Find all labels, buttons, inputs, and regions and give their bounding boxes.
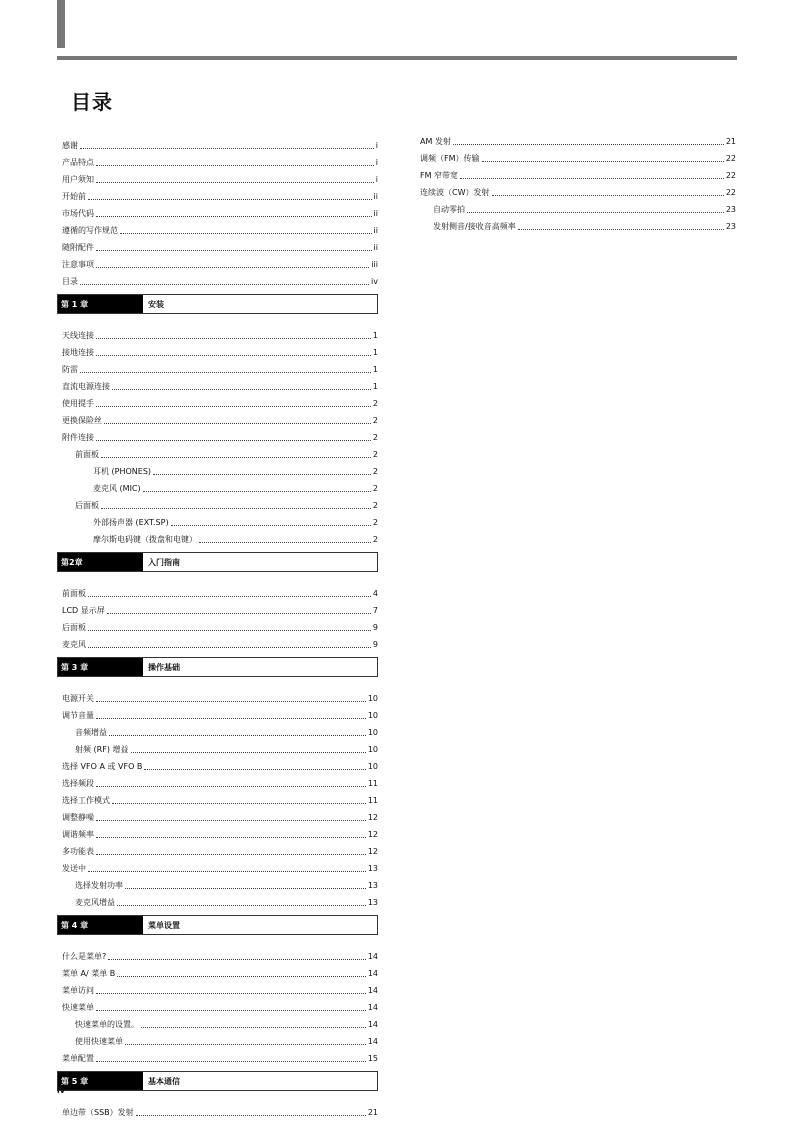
toc-entry-page: 10 <box>367 711 378 720</box>
toc-entry-page: ii <box>373 192 378 201</box>
dot-leader <box>112 803 366 804</box>
dot-leader <box>96 440 371 441</box>
toc-entry[interactable] <box>62 823 378 840</box>
toc-entry[interactable] <box>62 1047 378 1064</box>
dot-leader <box>153 474 371 475</box>
toc-entry-page: iv <box>371 277 378 286</box>
dot-leader <box>96 1010 366 1011</box>
toc-entry-label: 市场代码 <box>62 209 94 218</box>
toc-entry-label: 什么是菜单? <box>62 952 107 961</box>
dot-leader <box>96 338 371 339</box>
toc-entry-label: 发送中 <box>62 864 86 873</box>
toc-entry[interactable] <box>62 460 378 477</box>
toc-entry-page: 13 <box>367 898 378 907</box>
dot-leader <box>80 372 371 373</box>
dot-leader <box>88 871 366 872</box>
toc-entry-page: 10 <box>367 728 378 737</box>
toc-entry-page: 21 <box>725 137 736 146</box>
dot-leader <box>101 457 371 458</box>
toc-entry[interactable] <box>420 198 736 215</box>
toc-entry[interactable] <box>62 772 378 789</box>
toc-entry-label: 射频 (RF) 增益 <box>75 745 129 754</box>
dot-leader <box>96 854 366 855</box>
toc-entry-page: 2 <box>372 484 378 493</box>
toc-entry-page: 14 <box>367 969 378 978</box>
header-rule <box>57 56 737 60</box>
toc-entry-page: 10 <box>367 694 378 703</box>
toc-entry-label: FM 窄带宽 <box>420 171 459 180</box>
dot-leader <box>107 613 371 614</box>
dot-leader <box>136 1115 366 1116</box>
toc-entry-label: 快速菜单 <box>62 1003 94 1012</box>
chapter-number: 第 5 章 <box>58 1072 143 1090</box>
toc-entry-label: 遵循的写作规范 <box>62 226 118 235</box>
toc-entry[interactable] <box>62 528 378 545</box>
toc-entry-label: 调谐频率 <box>62 830 94 839</box>
dot-leader <box>144 769 365 770</box>
toc-entry-page: 22 <box>725 171 736 180</box>
dot-leader <box>96 837 366 838</box>
dot-leader <box>125 1044 366 1045</box>
dot-leader <box>131 752 366 753</box>
toc-entry[interactable] <box>62 962 378 979</box>
toc-entry[interactable] <box>420 147 736 164</box>
toc-entry-label: 开始前 <box>62 192 86 201</box>
toc-entry[interactable] <box>62 426 378 443</box>
toc-entry-label: 前面板 <box>75 450 99 459</box>
chapter-header <box>57 294 378 314</box>
toc-entry-page: 2 <box>372 535 378 544</box>
toc-entry-page: 14 <box>367 952 378 961</box>
dot-leader <box>112 389 371 390</box>
toc-entry-label: 防雷 <box>62 365 78 374</box>
toc-entry-page: 2 <box>372 416 378 425</box>
toc-left-column <box>62 134 378 1118</box>
dot-leader <box>96 718 366 719</box>
toc-entry[interactable] <box>62 806 378 823</box>
toc-entry-label: 音频增益 <box>75 728 107 737</box>
toc-entry[interactable] <box>62 341 378 358</box>
dot-leader <box>96 786 366 787</box>
toc-entry[interactable] <box>62 996 378 1013</box>
toc-entry-page: 1 <box>372 331 378 340</box>
dot-leader <box>80 284 369 285</box>
toc-entry[interactable] <box>62 979 378 996</box>
chapter-header <box>57 657 378 677</box>
chapter-header <box>57 552 378 572</box>
chapter-title: 菜单设置 <box>148 920 180 930</box>
toc-entry-label: 菜单访问 <box>62 986 94 995</box>
toc-entry-label: 选择工作模式 <box>62 796 110 805</box>
toc-entry-label: AM 发射 <box>420 137 451 146</box>
chapter-title: 操作基础 <box>148 662 180 672</box>
toc-entry[interactable] <box>62 721 378 738</box>
toc-entry[interactable] <box>62 185 378 202</box>
toc-entry-page: 11 <box>367 796 378 805</box>
toc-entry-page: 14 <box>367 986 378 995</box>
dot-leader <box>453 144 724 145</box>
toc-entry-label: 单边带（SSB）发射 <box>62 1108 134 1117</box>
toc-entry-page: 12 <box>367 813 378 822</box>
toc-entry-page: 1 <box>372 348 378 357</box>
toc-entry-label: 目录 <box>62 277 78 286</box>
dot-leader <box>88 199 372 200</box>
toc-entry-page: 13 <box>367 881 378 890</box>
toc-entry-page: 13 <box>367 864 378 873</box>
toc-entry[interactable] <box>62 494 378 511</box>
toc-entry[interactable] <box>62 616 378 633</box>
dot-leader <box>117 905 366 906</box>
dot-leader <box>101 508 371 509</box>
toc-entry-label: 用户须知 <box>62 175 94 184</box>
toc-entry-label: 感谢 <box>62 141 78 150</box>
dot-leader <box>88 647 371 648</box>
toc-entry-page: 2 <box>372 501 378 510</box>
toc-entry[interactable] <box>62 945 378 962</box>
dot-leader <box>96 701 366 702</box>
toc-entry-page: 10 <box>367 762 378 771</box>
toc-entry[interactable] <box>62 236 378 253</box>
toc-entry-page: 9 <box>372 640 378 649</box>
toc-entry-page: 21 <box>367 1108 378 1117</box>
toc-entry-label: 产品特点 <box>62 158 94 167</box>
toc-entry-page: 4 <box>372 589 378 598</box>
toc-entry[interactable] <box>62 324 378 341</box>
toc-entry-label: 发射侧音/接收音高频率 <box>433 222 516 231</box>
toc-entry-label: 麦克风 (MIC) <box>93 484 141 493</box>
chapter-number: 第 3 章 <box>58 658 143 676</box>
toc-entry[interactable] <box>62 738 378 755</box>
toc-entry-page: i <box>375 158 378 167</box>
toc-entry[interactable] <box>62 477 378 494</box>
toc-entry-page: 22 <box>725 154 736 163</box>
dot-leader <box>96 182 374 183</box>
toc-entry[interactable] <box>62 358 378 375</box>
chapter-number: 第2章 <box>58 553 143 571</box>
toc-entry-label: 直流电源连接 <box>62 382 110 391</box>
toc-entry[interactable] <box>62 511 378 528</box>
toc-entry[interactable] <box>420 215 736 232</box>
toc-right-column <box>420 130 736 232</box>
dot-leader <box>96 820 366 821</box>
dot-leader <box>80 148 374 149</box>
toc-entry-label: 调节音量 <box>62 711 94 720</box>
chapter-number: 第 1 章 <box>58 295 143 313</box>
toc-entry-label: LCD 显示屏 <box>62 606 105 615</box>
dot-leader <box>460 178 724 179</box>
toc-entry-page: 2 <box>372 467 378 476</box>
toc-entry-label: 连续波（CW）发射 <box>420 188 490 197</box>
toc-entry-page: 7 <box>372 606 378 615</box>
toc-entry[interactable] <box>62 704 378 721</box>
dot-leader <box>88 596 371 597</box>
toc-entry-label: 更换保险丝 <box>62 416 102 425</box>
dot-leader <box>125 888 366 889</box>
chapter-number: 第 4 章 <box>58 916 143 934</box>
dot-leader <box>96 993 366 994</box>
chapter-title: 基本通信 <box>148 1076 180 1086</box>
toc-entry-page: 23 <box>725 222 736 231</box>
toc-entry-label: 快速菜单的设置。 <box>75 1020 139 1029</box>
toc-entry-page: 12 <box>367 830 378 839</box>
toc-entry-page: 2 <box>372 433 378 442</box>
header-tab-bar <box>57 0 65 48</box>
toc-entry-label: 麦克风增益 <box>75 898 115 907</box>
toc-entry-label: 调频（FM）传输 <box>420 154 480 163</box>
dot-leader <box>518 229 724 230</box>
chapter-header <box>57 1071 378 1091</box>
toc-entry[interactable] <box>62 409 378 426</box>
dot-leader <box>143 491 371 492</box>
toc-entry-label: 选择发射功率 <box>75 881 123 890</box>
page-number: iv <box>57 1086 65 1095</box>
toc-entry[interactable] <box>62 840 378 857</box>
toc-entry[interactable] <box>62 151 378 168</box>
toc-entry-label: 菜单 A/ 菜单 B <box>62 969 116 978</box>
toc-entry[interactable] <box>62 270 378 287</box>
toc-entry-label: 随附配件 <box>62 243 94 252</box>
toc-entry[interactable] <box>62 1030 378 1047</box>
dot-leader <box>141 1027 366 1028</box>
toc-entry-page: 2 <box>372 518 378 527</box>
toc-entry-label: 选择 VFO A 或 VFO B <box>62 762 143 771</box>
toc-entry-label: 耳机 (PHONES) <box>93 467 152 476</box>
chapter-header <box>57 915 378 935</box>
toc-entry-label: 前面板 <box>62 589 86 598</box>
toc-entry[interactable] <box>62 392 378 409</box>
toc-entry-page: 9 <box>372 623 378 632</box>
toc-entry-page: 11 <box>367 779 378 788</box>
toc-entry-page: 14 <box>367 1020 378 1029</box>
toc-entry[interactable] <box>420 130 736 147</box>
toc-entry[interactable] <box>62 582 378 599</box>
toc-entry[interactable] <box>62 1101 378 1118</box>
toc-entry-page: 2 <box>372 450 378 459</box>
toc-entry[interactable] <box>62 375 378 392</box>
toc-entry-page: i <box>375 141 378 150</box>
chapter-title: 安装 <box>148 299 164 309</box>
toc-entry[interactable] <box>62 874 378 891</box>
dot-leader <box>117 976 366 977</box>
dot-leader <box>482 161 724 162</box>
dot-leader <box>96 406 371 407</box>
dot-leader <box>96 250 372 251</box>
toc-entry-label: 后面板 <box>75 501 99 510</box>
toc-entry-label: 选择频段 <box>62 779 94 788</box>
dot-leader <box>109 735 366 736</box>
toc-entry-label: 注意事项 <box>62 260 94 269</box>
toc-entry[interactable] <box>62 202 378 219</box>
dot-leader <box>104 423 371 424</box>
chapter-title: 入门指南 <box>148 557 180 567</box>
toc-entry-label: 后面板 <box>62 623 86 632</box>
dot-leader <box>88 630 371 631</box>
toc-entry-page: 22 <box>725 188 736 197</box>
toc-entry-page: 15 <box>367 1054 378 1063</box>
toc-entry-label: 调整静噪 <box>62 813 94 822</box>
toc-entry-page: 14 <box>367 1037 378 1046</box>
toc-entry-label: 电源开关 <box>62 694 94 703</box>
dot-leader <box>96 1061 366 1062</box>
toc-entry[interactable] <box>62 219 378 236</box>
toc-entry[interactable] <box>62 633 378 650</box>
toc-entry-page: ii <box>373 243 378 252</box>
toc-entry-label: 菜单配置 <box>62 1054 94 1063</box>
toc-entry[interactable] <box>62 1013 378 1030</box>
toc-entry[interactable] <box>420 164 736 181</box>
toc-entry[interactable] <box>62 687 378 704</box>
toc-entry[interactable] <box>62 168 378 185</box>
toc-entry-page: iii <box>371 260 378 269</box>
toc-entry-page: 14 <box>367 1003 378 1012</box>
toc-entry-page: 12 <box>367 847 378 856</box>
toc-entry[interactable] <box>62 755 378 772</box>
toc-entry-label: 麦克风 <box>62 640 86 649</box>
toc-entry-page: 2 <box>372 399 378 408</box>
toc-entry-label: 外部扬声器 (EXT.SP) <box>93 518 169 527</box>
dot-leader <box>96 216 372 217</box>
toc-entry-label: 多功能表 <box>62 847 94 856</box>
toc-entry-page: 1 <box>372 365 378 374</box>
toc-entry-page: 23 <box>725 205 736 214</box>
toc-entry[interactable] <box>62 134 378 151</box>
toc-entry-page: ii <box>373 209 378 218</box>
toc-entry[interactable] <box>420 181 736 198</box>
page-title: 目录 <box>71 90 113 114</box>
toc-entry-page: 1 <box>372 382 378 391</box>
dot-leader <box>120 233 372 234</box>
dot-leader <box>467 212 724 213</box>
dot-leader <box>96 355 371 356</box>
toc-entry-page: i <box>375 175 378 184</box>
dot-leader <box>492 195 724 196</box>
toc-entry[interactable] <box>62 443 378 460</box>
dot-leader <box>171 525 371 526</box>
toc-entry[interactable] <box>62 599 378 616</box>
toc-entry-label: 使用快速菜单 <box>75 1037 123 1046</box>
toc-entry[interactable] <box>62 857 378 874</box>
toc-entry-label: 天线连接 <box>62 331 94 340</box>
toc-entry-label: 使用提手 <box>62 399 94 408</box>
toc-entry-label: 自动零拍 <box>433 205 465 214</box>
toc-entry[interactable] <box>62 789 378 806</box>
dot-leader <box>108 959 366 960</box>
dot-leader <box>96 165 374 166</box>
toc-entry[interactable] <box>62 253 378 270</box>
toc-entry-page: ii <box>373 226 378 235</box>
dot-leader <box>96 267 369 268</box>
dot-leader <box>199 542 371 543</box>
toc-entry[interactable] <box>62 891 378 908</box>
toc-entry-label: 摩尔斯电码键（拨盘和电键） <box>93 535 197 544</box>
toc-entry-page: 10 <box>367 745 378 754</box>
toc-entry-label: 附件连接 <box>62 433 94 442</box>
toc-entry-label: 接地连接 <box>62 348 94 357</box>
